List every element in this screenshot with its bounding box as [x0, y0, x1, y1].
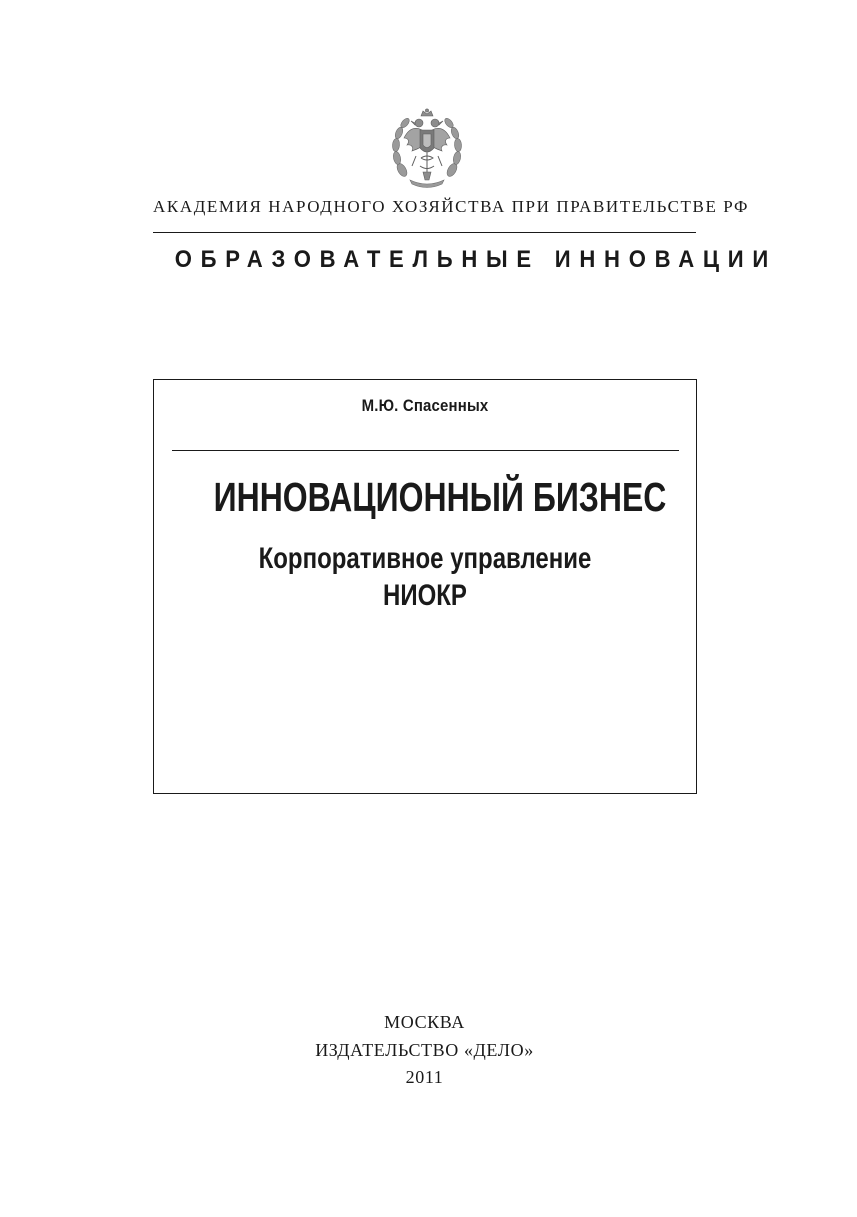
header-divider [153, 232, 696, 233]
imprint-publisher: ИЗДАТЕЛЬСТВО «ДЕЛО» [315, 1040, 534, 1060]
author-name: М.Ю. Спасенных [361, 396, 489, 415]
series-title: ОБРАЗОВАТЕЛЬНЫЕ ИННОВАЦИИ [174, 246, 778, 273]
book-title: ИННОВАЦИОННЫЙ БИЗНЕС [213, 474, 667, 520]
double-headed-eagle-wreath-emblem-icon [390, 108, 464, 192]
title-frame [153, 379, 697, 794]
book-subtitle-line-1: Корпоративное управление [258, 542, 592, 575]
imprint-year: 2011 [405, 1067, 444, 1087]
book-subtitle-line-2: НИОКР [383, 579, 467, 612]
frame-divider [172, 450, 679, 451]
institution-name: АКАДЕМИЯ НАРОДНОГО ХОЗЯЙСТВА ПРИ ПРАВИТЕЛЬСТВЕ РФ [153, 197, 750, 216]
imprint-city: МОСКВА [384, 1012, 465, 1032]
